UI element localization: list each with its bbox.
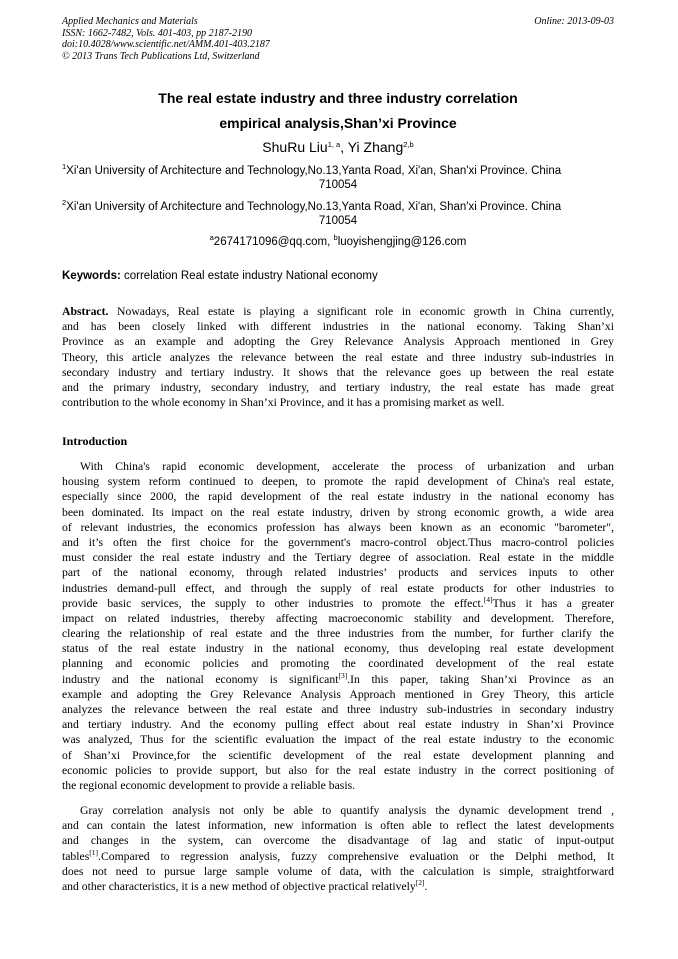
keywords [62, 269, 378, 283]
email-b[interactable]: luoyishengjing@126.com [337, 236, 467, 248]
text-line: economic policies to provide support, but also for the real estate industry in the correct positioning of [62, 763, 614, 777]
author-emails [62, 235, 614, 249]
text-line: and tertiary industry. And the economy pulling effect about real estate industry in Shan’xi Province [62, 718, 614, 732]
text-line: was analyzed, Thus for the scientific evaluation the impact of the real estate industry to the economic [62, 733, 614, 747]
text-line: part of the national economy, through related industries’ products and services inputs to other [62, 566, 614, 580]
text-line: tables[1].Compared to regression analysis, fuzzy comprehensive evaluation or the Delphi method, It [62, 848, 614, 863]
citation-ref[interactable]: [3] [338, 671, 348, 680]
abstract-line: Theory, this article analyzes the relevance between the real estate and three industry sub-industries in [62, 350, 614, 364]
text-line: housing system reform continued to deepen, to promote the rapid development of China's real estate, [62, 475, 614, 489]
online-date: Online: 2013-09-03 [534, 16, 614, 27]
email-a[interactable]: 2674171096@qq.com, [213, 236, 334, 248]
abstract-line: Province as an example and adopting the Grey Relevance Analysis Approach mentioned in Grey [62, 335, 614, 349]
doi-line: doi:10.4028/www.scientific.net/AMM.401-403.2187 [62, 39, 270, 50]
abstract-line: contribution to the whole economy in Shan’xi Province, and it has a promising market as well. [62, 396, 505, 410]
author-list [62, 139, 614, 156]
citation-ref[interactable]: [1] [89, 848, 99, 857]
keywords-label: Keywords: [62, 270, 121, 282]
introduction-paragraph-2 [62, 803, 614, 894]
text-line: industries demand-pull effect, and through the supply of real estate products for other industries to [62, 581, 614, 595]
introduction-paragraph-1 [62, 459, 614, 793]
affiliation-2-text: Xi'an University of Architecture and Technology,No.13,Yanta Road, Xi'an, Shan'xi Province. China [66, 201, 562, 213]
text-line: and can contain the latest information, new information is often able to reflect the latest developments [62, 819, 614, 833]
citation-ref[interactable]: [4] [483, 595, 493, 604]
email-b-marker: b [333, 233, 338, 242]
author-2-affil: 2,b [403, 140, 414, 149]
abstract-line: and the primary industry, secondary industry, and tertiary industry, the real estate has made great [62, 380, 614, 394]
citation-ref[interactable]: [2] [415, 878, 425, 887]
text-line: the regional economic development to provide a reliable basis. [62, 778, 356, 792]
abstract-line: and has been closely linked with different industries in the national economy. Taking Shan’xi [62, 320, 614, 334]
journal-name: Applied Mechanics and Materials [62, 16, 198, 27]
author-separator: , [340, 139, 348, 155]
text-line: With China's rapid economic development, accelerate the process of urbanization and urban [80, 460, 614, 473]
text-line: of Shan’xi Province,for the scientific development of the real estate development planning and [62, 748, 614, 762]
affiliation-1-number: 1 [62, 162, 67, 171]
text-line: does not need to pursue large sample volume of data, with the calculation is simple, straightforward [62, 864, 614, 878]
affiliation-2-postcode: 710054 [318, 215, 358, 227]
abstract [62, 304, 614, 410]
text-line: must consider the real estate industry and the Tertiary degree of association. Real estate in the middle [62, 551, 614, 565]
text-line: industry and the national economy is significant[3].In this paper, taking Shan’xi Province as an [62, 671, 614, 686]
copyright-line: © 2013 Trans Tech Publications Ltd, Switzerland [62, 50, 260, 62]
text-line: analyzes the relevance between the real estate and three industry sub-industries in secondary industry [62, 703, 614, 716]
journal-header [62, 16, 270, 62]
text-line: and it’s often the first choice for the government's macro-control object.Thus macro-control policies [62, 535, 614, 549]
text-line: clearing the relationship of real estate and the three industries from the number, for further clarify the [62, 627, 614, 641]
text-line: and other characteristics, it is a new method of objective practical relatively[2]. [62, 878, 428, 893]
text-line: Gray correlation analysis not only be able to quantify analysis the dynamic development trend , [80, 804, 614, 817]
affiliation-2-number: 2 [62, 198, 67, 207]
affiliation-2 [62, 200, 614, 228]
author-1-affil: 1, a [327, 140, 341, 149]
text-line: planning and economic policies and promoting the coordinated development of the real estate [62, 657, 614, 671]
abstract-label: Abstract. [62, 305, 109, 318]
affiliation-1 [62, 164, 614, 192]
text-line: provide basic services, the supply to other industries to promote the effect.[4]Thus it has a greater [62, 595, 614, 610]
text-line: example and adopting the Grey Relevance Analysis Approach mentioned in Grey Theory, this article [62, 687, 614, 701]
paper-title-line-1: The real estate industry and three industry correlation [158, 90, 518, 106]
text-line: of relevant industries, the economics profession has always been known as an economic "barometer", [62, 520, 614, 534]
issn-line: ISSN: 1662-7482, Vols. 401-403, pp 2187-2190 [62, 27, 252, 39]
author-2-name: Yi Zhang [347, 139, 404, 155]
text-line: status of the real estate industry in the national economy, thus developing real estate development [62, 642, 614, 656]
keywords-text: correlation Real estate industry National economy [120, 270, 378, 282]
abstract-line: Abstract. Nowadays, Real estate is playing a significant role in economic growth in China currently, [62, 305, 614, 318]
text-line: been dominated. Its impact on the real estate industry, driven by strong economic growth, a wide area [62, 505, 614, 519]
abstract-line: secondary industry and tertiary industry. It shows that the relevance goes up between the real estate [62, 365, 614, 379]
affiliation-1-text: Xi'an University of Architecture and Technology,No.13,Yanta Road, Xi'an, Shan'xi Province. China [66, 165, 562, 177]
text-line: and changes in the system, can overcome the disadvantage of lag and static of input-output [62, 834, 614, 848]
affiliation-1-postcode: 710054 [318, 179, 358, 191]
text-line: especially since 2000, the rapid development of the real estate industry in the national economy has [62, 490, 614, 504]
paper-title-line-2: empirical analysis,Shan’xi Province [219, 115, 457, 131]
email-a-marker: a [209, 233, 214, 242]
section-heading-introduction: Introduction [62, 434, 128, 448]
author-1-name: ShuRu Liu [262, 139, 328, 155]
text-line: impact on related industries, thereby affecting macroeconomic stability and development. Therefore, [62, 611, 614, 625]
